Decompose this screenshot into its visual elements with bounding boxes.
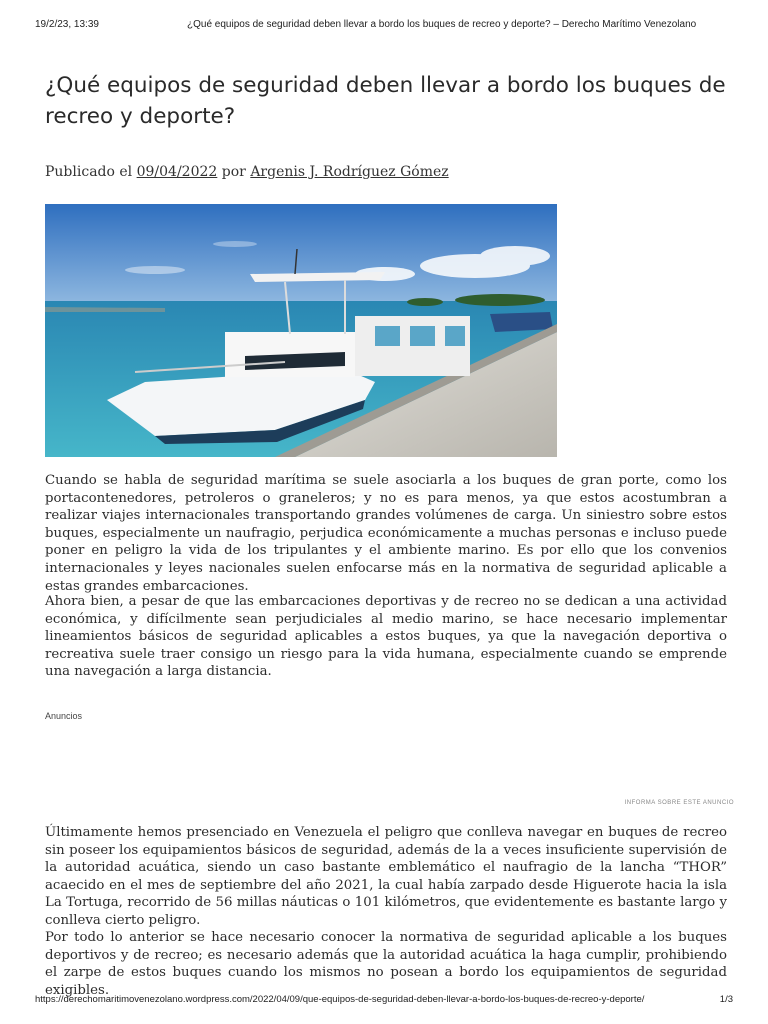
byline xyxy=(45,164,449,180)
page-number: 1/3 xyxy=(719,994,733,1005)
ads-label: Anuncios xyxy=(45,711,83,721)
page-url: https://derechomaritimovenezolano.wordpress.com/2022/04/09/que-equipos-de-seguridad-deben-llevar-a-bordo-los-buques-de-recreo-y-deporte/ xyxy=(35,994,645,1005)
article-title: ¿Qué equipos de seguridad deben llevar a bordo los buques de recreo y deporte? xyxy=(45,73,726,129)
byline-by: por xyxy=(221,164,246,180)
post-date-link[interactable]: 09/04/2022 xyxy=(136,164,218,180)
paragraph-3: Últimamente hemos presenciado en Venezuela el peligro que conlleva navegar en buques de recreo sin poseer los equipamientos básicos de seguridad, además de la a veces insuficiente supervisión de la autoridad acuática, siendo un caso bastante emblemático el naufragio de la lancha “THOR” acaecido en el mes de septiembre del año 2021, la cual había zarpado desde Higuerote hacia la isla La Tortuga, recorrido de 56 millas náuticas o 101 kilómetros, que evidentemente es bastante largo y conlleva cierto peligro. xyxy=(45,825,727,928)
hero-image-boat xyxy=(45,204,557,457)
paragraph-4: Por todo lo anterior se hace necesario conocer la normativa de seguridad aplicable a los buques deportivos y de recreo; es necesario además que la autoridad acuática la haga cumplir, prohibiendo el zarpe de estos buques cuando los mismos no posean a bordo los equipamientos de seguridad exigibles. xyxy=(45,930,727,998)
report-ad-link[interactable]: INFORMA SOBRE ESTE ANUNCIO xyxy=(624,800,734,806)
byline-prefix: Publicado el xyxy=(45,164,133,180)
print-doc-title: ¿Qué equipos de seguridad deben llevar a bordo los buques de recreo y deporte? – Derecho Marítimo Venezolano xyxy=(187,19,697,30)
boat-photo xyxy=(45,204,557,457)
author-link[interactable]: Argenis J. Rodríguez Gómez xyxy=(250,164,449,180)
paragraph-1: Cuando se habla de seguridad marítima se suele asociarla a los buques de gran porte, como los portacontenedores, petroleros o graneleros; y no es para menos, ya que estos acostumbran a realizar viajes internacionales transportando grandes volúmenes de carga. Un siniestro sobre estos buques, especialmente un naufragio, perjudica económicamente a muchas personas e incluso puede poner en peligro la vida de los tripulantes y el ambiente marino. Es por ello que los convenios internacionales y leyes nacionales suelen enfocarse más en la normativa de seguridad aplicable a estas grandes embarcaciones. xyxy=(45,473,727,594)
paragraph-2: Ahora bien, a pesar de que las embarcaciones deportivas y de recreo no se dedican a una actividad económica, y difícilmente sean perjudiciales al medio marino, se hace necesario implementar lineamientos básicos de seguridad aplicables a estos buques, ya que la navegación deportiva o recreativa suele traer consigo un riesgo para la vida humana, especialmente cuando se emprende una navegación a larga distancia. xyxy=(45,594,727,680)
print-datetime: 19/2/23, 13:39 xyxy=(35,19,99,30)
